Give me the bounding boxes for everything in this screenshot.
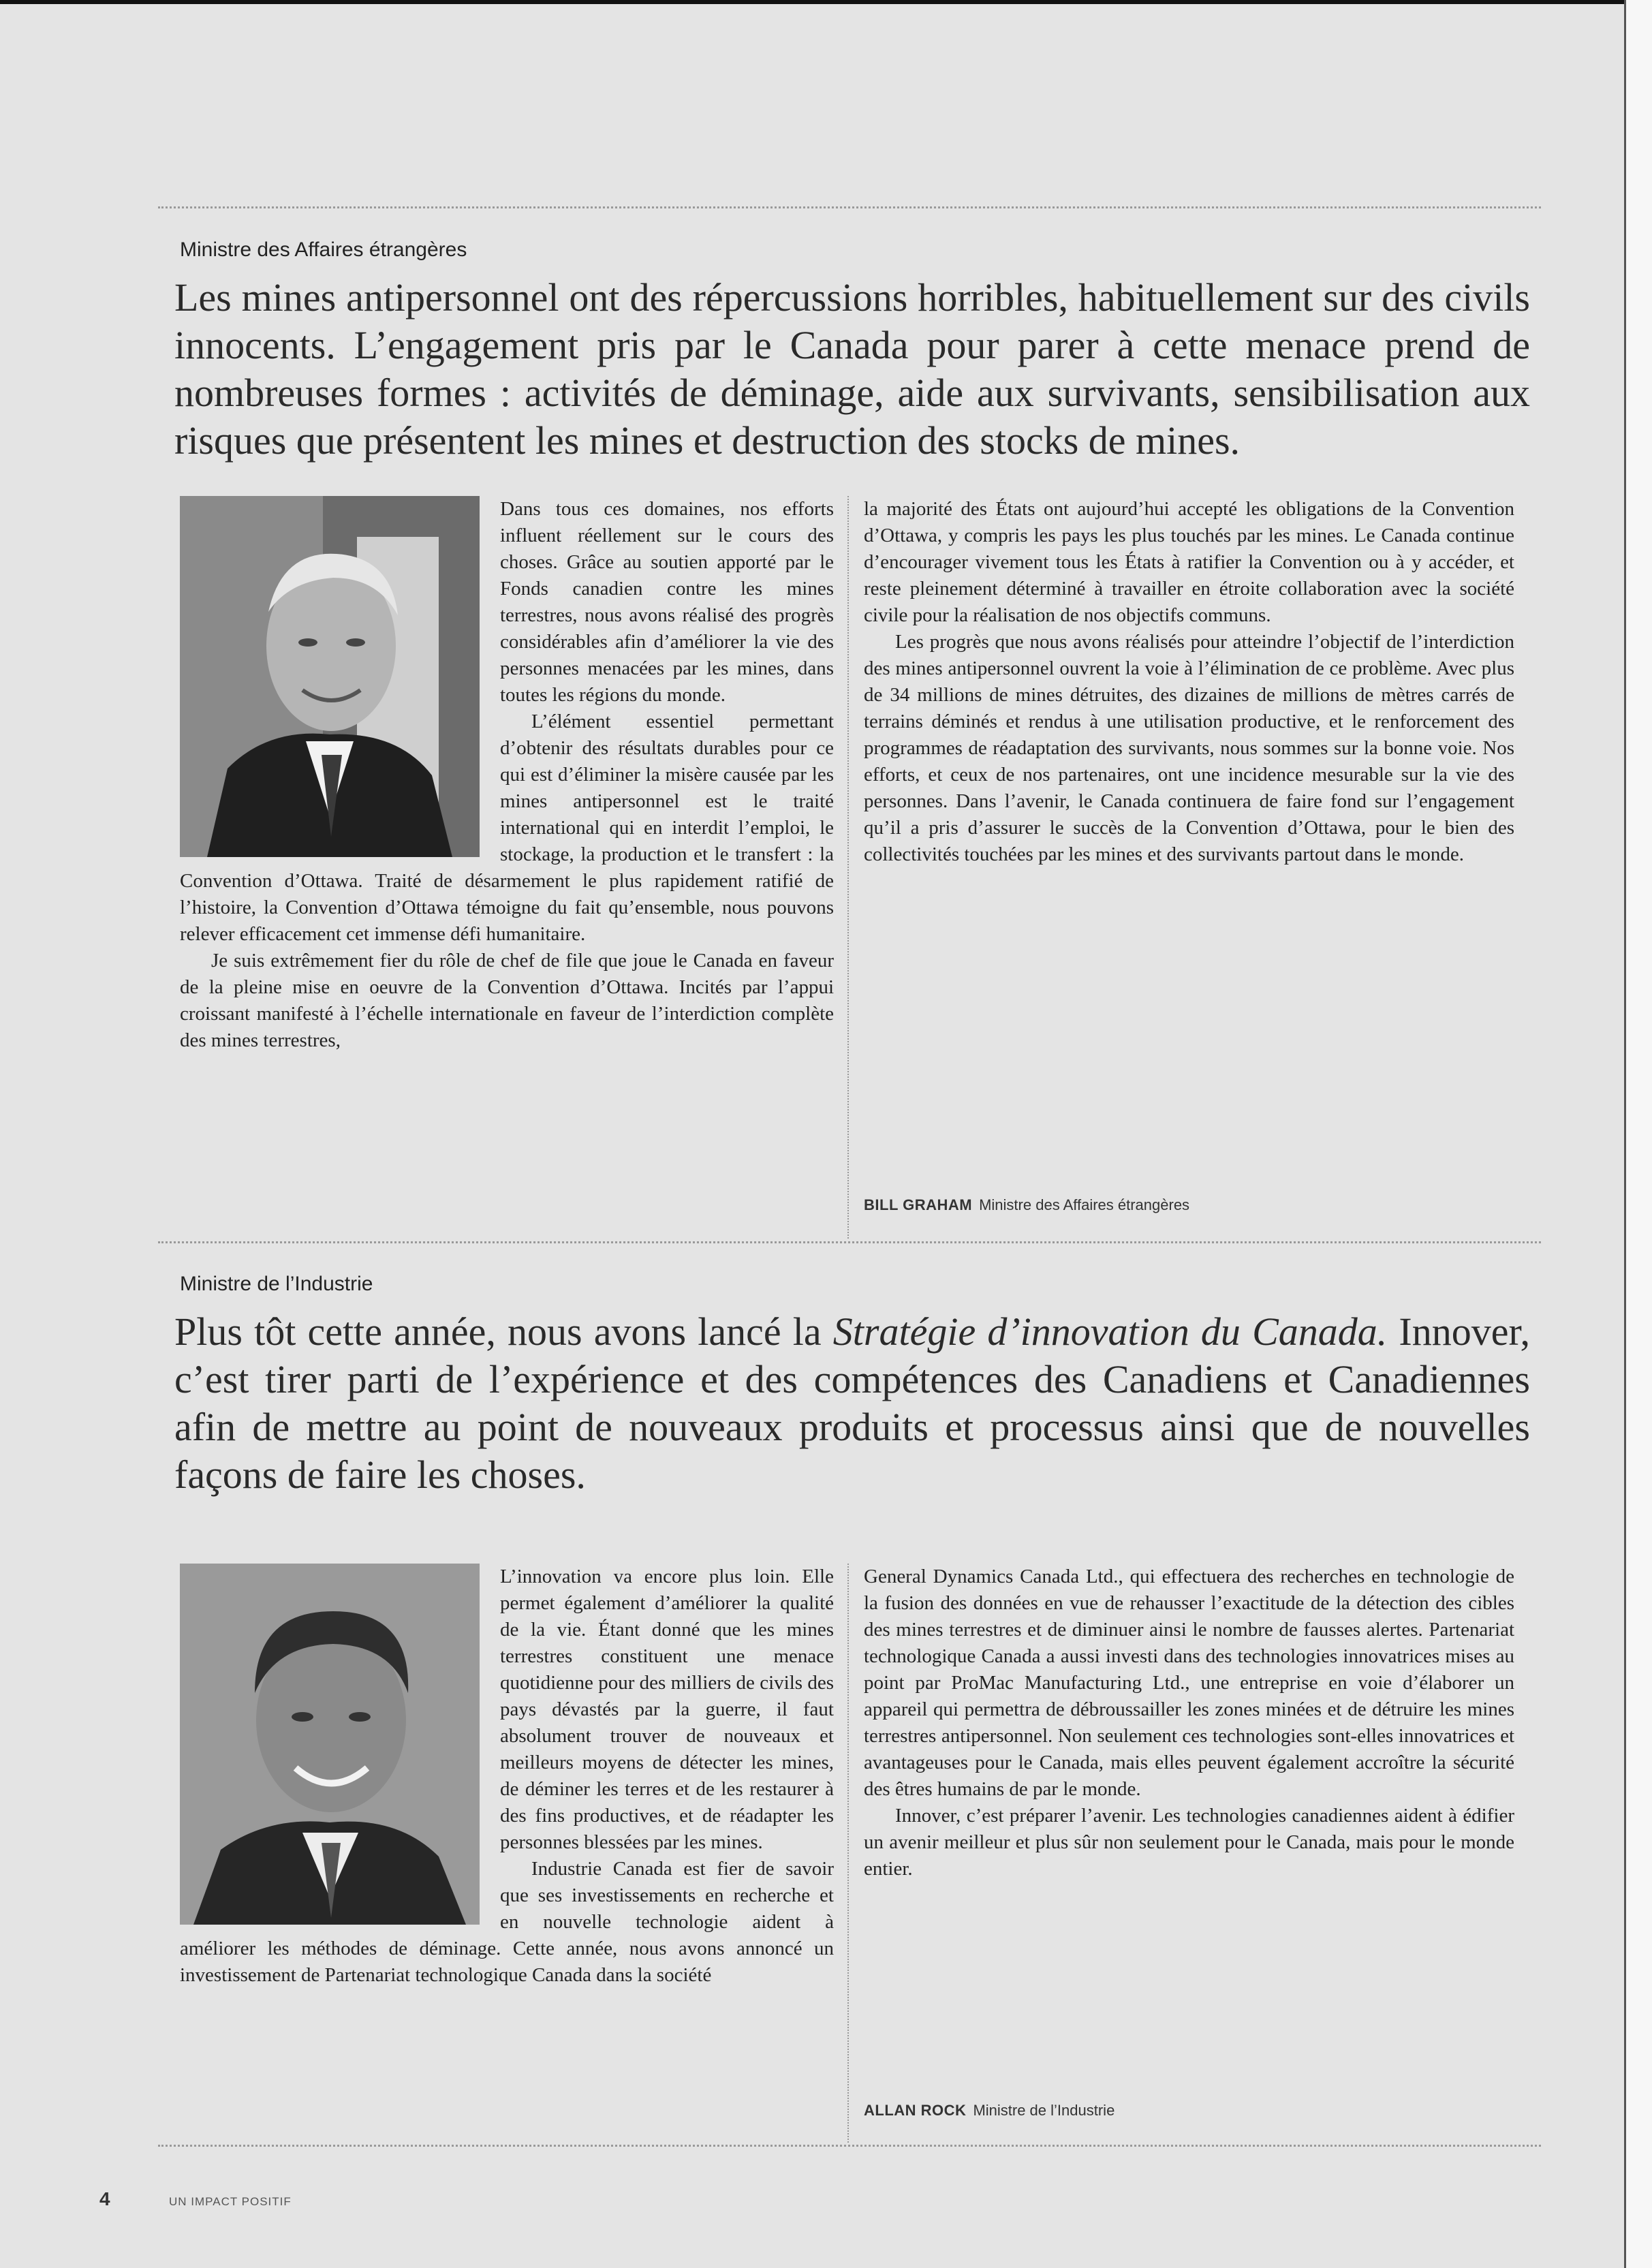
body-paragraph: Je suis extrêmement fier du rôle de chef de file que joue le Canada en faveur de la pleine mise en oeuvre de la Convention d’Ottawa. Incités par l’appui croissant manifesté à l’échelle internationale en faveur de l’interdiction complète des mines terrestres, (180, 950, 834, 1051)
lead-paragraph: Les mines antipersonnel ont des répercussions horribles, habituellement sur des civils innocents. L’engagement pris par le Canada pour parer à cette menace prend de nombreuses formes : activités de déminage, aide aux survivants, sensibilisation aux risques que présentent les mines et destruction des stocks de mines. (174, 275, 1530, 463)
portrait-photo (180, 496, 480, 857)
lead-text: Innover, c’est tirer parti de l’expérience et des compétences des Canadiens et Canadiennes afin de mettre au point de nouveaux produits et processus ainsi que de nouvelles façons de faire les choses. (174, 1309, 1530, 1497)
page-edge (1624, 0, 1652, 2268)
body-paragraph: Innover, c’est préparer l’avenir. Les technologies canadiennes aident à édifier un avenir meilleur et plus sûr non seulement pour le Canada, mais pour le monde entier. (864, 1805, 1514, 1880)
signature (864, 1196, 1189, 1214)
portrait-allan-rock (180, 1564, 480, 1925)
section-divider (158, 206, 1541, 208)
signature-name: BILL GRAHAM (864, 1196, 973, 1213)
section-divider (158, 1241, 1541, 1243)
column-divider (847, 496, 849, 1239)
page-number: 4 (99, 2188, 110, 2209)
lead-title-italic: Stratégie d’innovation du Canada. (832, 1309, 1388, 1354)
body-paragraph: L’élément essentiel permettant d’obtenir des résultats durables pour ce qui est d’éliminer la misère causée par les mines antipersonnel est le traité international qui en interdit l’emploi, le stockage, la production et le transfert : la Convention d’Ottawa. Traité de désarmement le plus rapidement ratifié de l’histoire, la Convention d’Ottawa témoigne du fait qu’ensemble, nous pouvons relever efficacement cet immense défi humanitaire. (180, 711, 834, 945)
signature-title: Ministre des Affaires étrangères (979, 1196, 1190, 1213)
article-column-right (864, 1564, 1514, 1882)
article-column-left (180, 1564, 834, 1989)
portrait-bill-graham (180, 496, 480, 857)
publication-title: UN IMPACT POSITIF (169, 2195, 292, 2208)
signature (864, 2102, 1115, 2119)
section-label: Ministre des Affaires étrangères (180, 238, 467, 261)
footer-divider (158, 2145, 1541, 2147)
portrait-photo (180, 1564, 480, 1925)
column-divider (847, 1564, 849, 2143)
section-label: Ministre de l’Industrie (180, 1273, 373, 1295)
body-paragraph: L’innovation va encore plus loin. Elle permet également d’améliorer la qualité de la vie. Étant donné que les mines terrestres constituent une menace quotidienne pour des milliers de civils des pays dévastés par la guerre, il faut absolument trouver de nouveaux et meilleurs moyens de détecter les mines, de déminer les terres et de les restaurer à des fins productives, et de réadapter les personnes blessées par les mines. (500, 1566, 834, 1853)
article-column-left (180, 496, 834, 1054)
lead-text: Plus tôt cette année, nous avons lancé la (174, 1309, 833, 1354)
body-paragraph: Dans tous ces domaines, nos efforts influent réellement sur le cours des choses. Grâce au soutien apporté par le Fonds canadien contre les mines terrestres, nous avons réalisé des progrès considérables afin d’améliorer la vie des personnes menacées par les mines, dans toutes les régions du monde. (500, 498, 834, 706)
body-paragraph: Les progrès que nous avons réalisés pour atteindre l’objectif de l’interdiction des mines antipersonnel ouvrent la voie à l’élimination de ce problème. Avec plus de 34 millions de mines détruites, des dizaines de millions de mètres carrés de terrains déminés et rendus à une utilisation productive, et le renforcement des programmes de réadaptation des survivants, nous sommes sur la bonne voie. Nos efforts, et ceux de nos partenaires, ont une incidence mesurable sur la vie des personnes. Dans l’avenir, le Canada continuera de faire fond sur l’engagement qu’il a pris d’assurer le succès de la Convention d’Ottawa, pour le bien des collectivités touchées par les mines et des survivants partout dans le monde. (864, 631, 1514, 865)
signature-name: ALLAN ROCK (864, 2102, 967, 2119)
body-paragraph: la majorité des États ont aujourd’hui accepté les obligations de la Convention d’Ottawa, y compris les pays les plus touchés par les mines. Le Canada continue d’encourager vivement tous les États à ratifier la Convention ou à y accéder, et reste pleinement déterminé à travailler en étroite collaboration avec la société civile pour la réalisation de nos objectifs communs. (864, 498, 1514, 626)
body-paragraph: Industrie Canada est fier de savoir que ses investissements en recherche et en nouvelle technologie aident à améliorer les méthodes de déminage. Cette année, nous avons annoncé un investissement de Partenariat technologique Canada dans la société (180, 1858, 834, 1986)
lead-paragraph (174, 1308, 1530, 1499)
body-paragraph: General Dynamics Canada Ltd., qui effectuera des recherches en technologie de la fusion des données en vue de rehausser l’exactitude de la détection des cibles des mines terrestres et de diminuer ainsi le nombre de fausses alertes. Partenariat technologique Canada a aussi investi dans des technologies innovatrices mises au point par ProMac Manufacturing Ltd., une entreprise en voie d’élaborer un appareil qui permettra de débroussailler les zones minées et de détruire les mines terrestres antipersonnel. Non seulement ces technologies sont-elles innovatrices et avantageuses pour le Canada, mais elles peuvent également accroître la sécurité des êtres humains de par le monde. (864, 1566, 1514, 1800)
top-border (0, 0, 1652, 4)
article-column-right (864, 496, 1514, 868)
signature-title: Ministre de l’Industrie (973, 2102, 1115, 2119)
